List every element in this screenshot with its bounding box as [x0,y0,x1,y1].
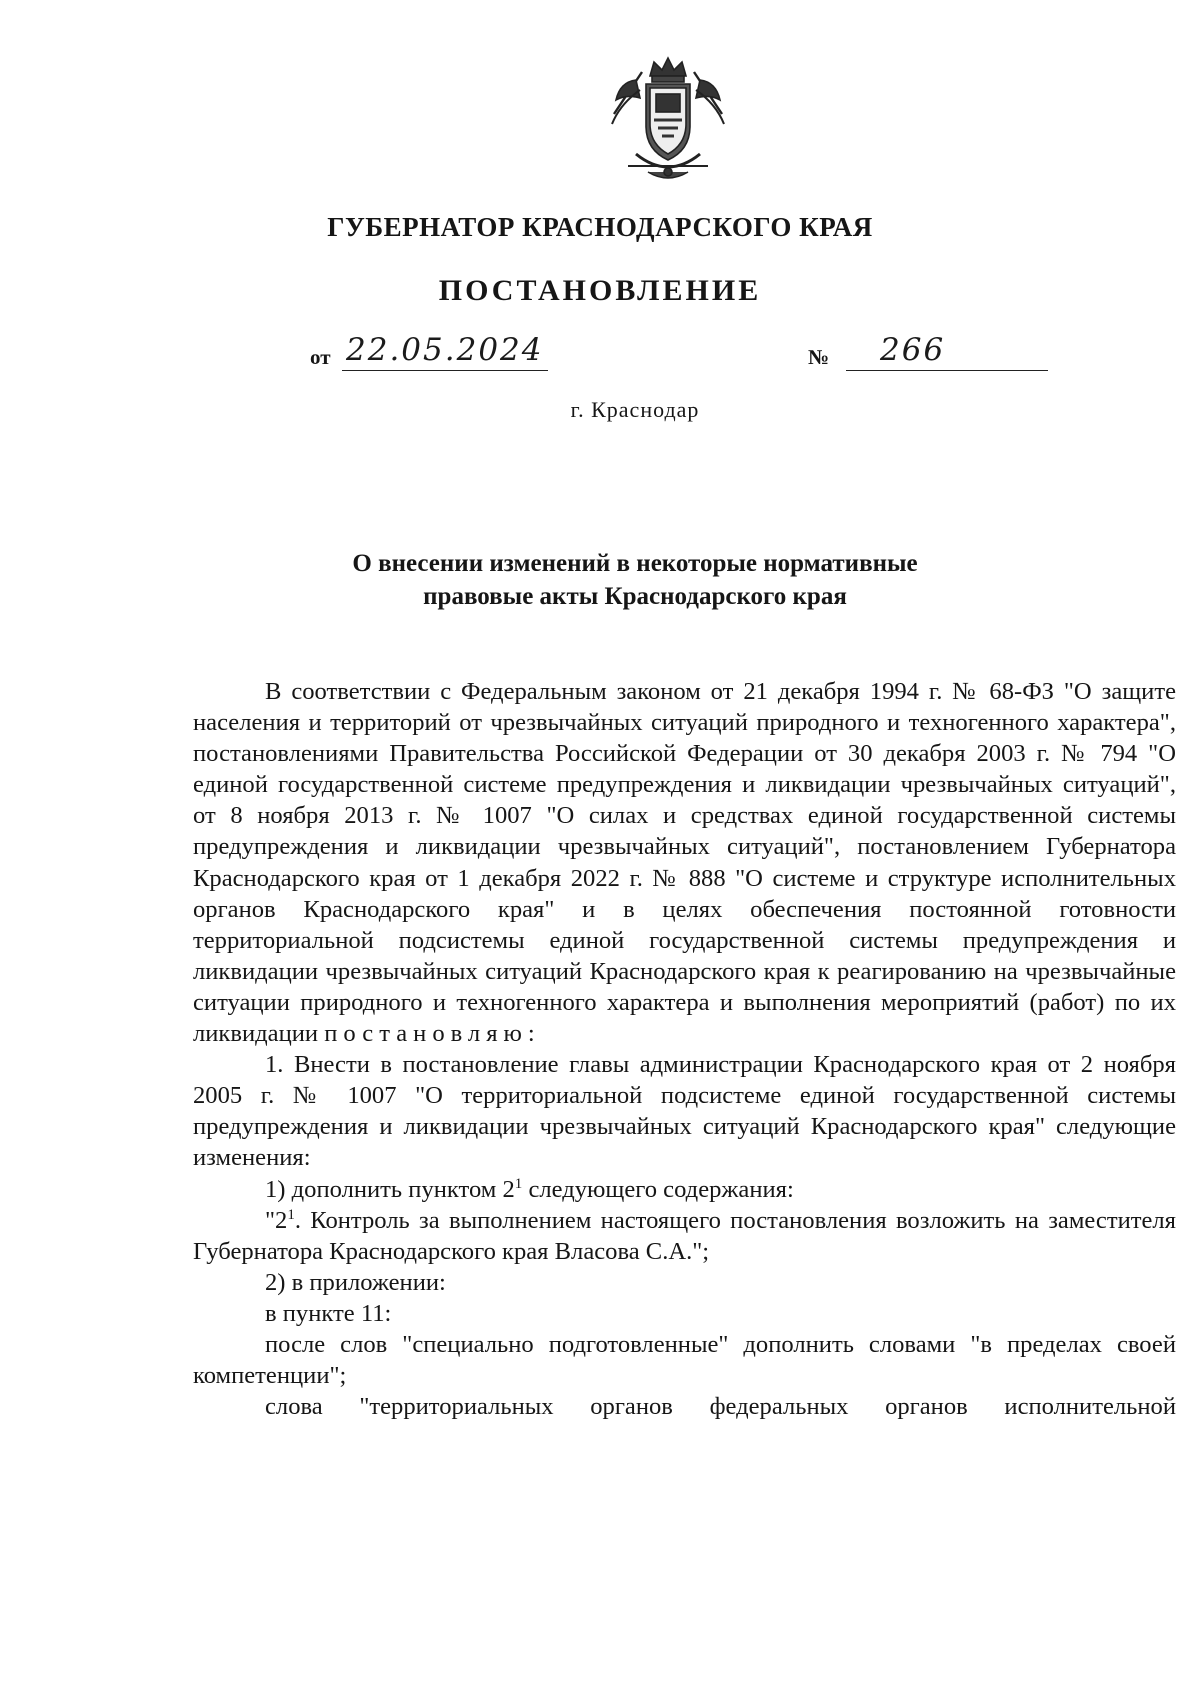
document-body [193,676,1176,1422]
date-underline [342,370,548,371]
point-11-paragraph: в пункте 11: [265,1299,392,1327]
number-prefix: № [808,345,830,369]
preamble-text: В соответствии с Федеральным законом от 21 декабря 1994 г. № 68-ФЗ "О защите населения и территорий от чрезвычайных ситуаций природного и техногенного характера", постановлениями Правительства Российской Федерации от 30 декабря 2003 г. № 794 "О единой государственной системе предупреждения и ликвидации чрезвычайных ситуаций", от 8 ноября 2013 г. № 1007 "О силах и средствах единой государственной системы предупреждения и ликвидации чрезвычайных ситуаций", постановлением Губернатора Краснодарского края от 1 декабря 2022 г. № 888 "О системе и структуре исполнительных органов Краснодарского края" и в целях обеспечения постоянной готовности территориальной подсистемы единой государственной системы предупреждения и ликвидации чрезвычайных ситуаций Краснодарского края к реагированию на чрезвычайные ситуации природного и техногенного характера и выполнения мероприятий (работ) по их ликвидации [193,678,1176,1048]
quote-sup: 1 [287,1206,295,1223]
subitem-2-paragraph: 2) в приложении: [265,1268,446,1296]
after-words-paragraph: после слов "специально подготовленные" дополнить словами "в пределах своей компетенции"; [193,1330,1176,1390]
document-type: ПОСТАНОВЛЕНИЕ [438,274,762,307]
subitem-1-prefix: 1) дополнить пунктом 2 [265,1175,515,1203]
document-number: 266 [880,332,946,368]
authority-title: ГУБЕРНАТОР КРАСНОДАРСКОГО КРАЯ [327,212,873,242]
subitem-1-suffix: следующего содержания: [522,1175,794,1203]
document-date: 22.05.2024 [346,332,544,368]
quoted-point-paragraph [193,1205,1176,1267]
words-paragraph: слова "территориальных органов федеральных органов исполнительной [265,1393,1176,1421]
subitem-1-sup: 1 [514,1175,523,1192]
city: г. Краснодар [570,397,700,422]
date-prefix: от [310,345,331,369]
resolve-word: постановляю: [324,1020,541,1048]
subject-line-2: правовые акты Краснодарского края [423,583,847,610]
document-subject [0,547,1200,613]
preamble-paragraph [193,676,1176,1049]
subject-line-1: О внесении изменений в некоторые нормативные [352,550,918,577]
item-1-paragraph: 1. Внести в постановление главы администрации Краснодарского края от 2 ноября 2005 г. № 1007 "О территориальной подсистеме единой государственной системы предупреждения и ликвидации чрезвычайных ситуаций Краснодарского края" следующие изменения: [193,1051,1176,1172]
number-underline [846,370,1048,371]
quote-prefix: "2 [265,1206,288,1234]
quote-text: . Контроль за выполнением настоящего постановления возложить на заместителя Губернатора Краснодарского края Власова С.А."; [193,1206,1176,1265]
coat-of-arms-icon [606,54,730,186]
subitem-1-paragraph [193,1174,1176,1205]
